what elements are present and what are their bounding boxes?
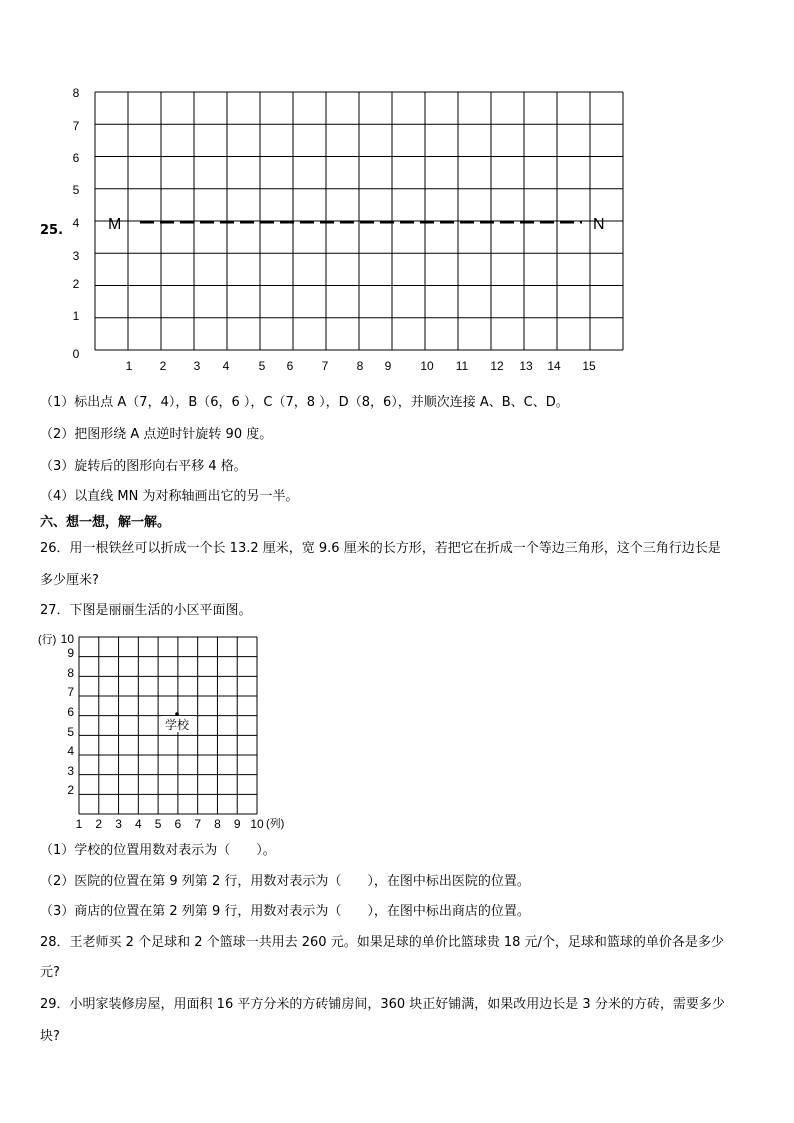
map-x-tick-label: 8 xyxy=(214,817,221,831)
x-tick-label: 11 xyxy=(455,359,469,373)
x-tick-label: 4 xyxy=(222,359,230,373)
point-m-label: M xyxy=(108,216,122,233)
y-tick-label: 0 xyxy=(72,347,80,361)
x-tick-label: 13 xyxy=(519,359,533,373)
y-tick-label: 2 xyxy=(72,277,80,291)
map-y-tick-label: 6 xyxy=(67,705,74,719)
q27-item-1: （1）学校的位置用数对表示为（ ）。 xyxy=(40,843,276,858)
x-tick-label: 2 xyxy=(159,359,167,373)
y-tick-label: 1 xyxy=(72,309,80,323)
map-x-tick-label: 4 xyxy=(134,817,142,831)
row-axis-label: (行) xyxy=(38,634,57,646)
map-y-tick-label: 4 xyxy=(67,744,74,758)
y-tick-label: 8 xyxy=(72,86,80,100)
x-tick-label: 12 xyxy=(490,359,504,373)
x-tick-label: 1 xyxy=(125,359,133,373)
q25-item-3: （3）旋转后的图形向右平移 4 格。 xyxy=(40,459,247,474)
x-tick-label: 5 xyxy=(258,359,266,373)
x-axis-labels xyxy=(126,359,596,373)
q28-line-1: 28．王老师买 2 个足球和 2 个篮球一共用去 260 元。如果足球的单价比篮球贵 18 元/个，足球和篮球的单价各是多少 xyxy=(40,935,724,950)
school-point xyxy=(175,712,179,716)
col-axis-label: (列) xyxy=(266,818,285,830)
section-heading: 六、想一想，解一解。 xyxy=(40,515,171,530)
map-y-tick-label: 8 xyxy=(67,666,74,680)
q27-item-2: （2）医院的位置在第 9 列第 2 行，用数对表示为（ ），在图中标出医院的位置。 xyxy=(40,874,530,889)
map-x-tick-label: 10 xyxy=(250,817,264,831)
q27-title: 27．下图是丽丽生活的小区平面图。 xyxy=(40,603,252,618)
x-tick-label: 15 xyxy=(582,359,596,373)
map-y-tick-label: 3 xyxy=(67,764,74,778)
map-x-tick-label: 9 xyxy=(233,817,241,831)
map-x-tick-label: 1 xyxy=(75,817,83,831)
q25-item-4: （4）以直线 MN 为对称轴画出它的另一半。 xyxy=(40,489,299,504)
map-x-tick-label: 7 xyxy=(194,817,202,831)
y-axis-labels xyxy=(73,86,80,361)
point-n-label: N xyxy=(593,216,605,233)
y-tick-label: 3 xyxy=(72,249,80,263)
map-y-tick-label: 5 xyxy=(67,725,74,739)
x-tick-label: 6 xyxy=(286,359,294,373)
y-tick-label: 7 xyxy=(72,119,80,133)
x-tick-label: 10 xyxy=(420,359,434,373)
q27-item-3: （3）商店的位置在第 2 列第 9 行，用数对表示为（ ），在图中标出商店的位置。 xyxy=(40,904,530,919)
x-tick-label: 7 xyxy=(321,359,329,373)
map-y-tick-label: 9 xyxy=(67,646,74,660)
q28-line-2: 元? xyxy=(40,965,60,980)
map-x-labels xyxy=(76,817,264,831)
q29-line-2: 块? xyxy=(40,1029,60,1044)
x-tick-label: 9 xyxy=(384,359,392,373)
map-x-tick-label: 5 xyxy=(154,817,162,831)
map-x-tick-label: 6 xyxy=(174,817,182,831)
map-y-tick-label: 7 xyxy=(67,685,74,699)
y-tick-label: 6 xyxy=(72,151,80,165)
map-x-tick-label: 3 xyxy=(115,817,122,831)
q25-item-1: （1）标出点 A（7，4），B（6，6 ），C（7，8 ），D（8，6），并顺次连接 A、B、C、D。 xyxy=(40,395,569,410)
map-x-tick-label: 2 xyxy=(95,817,103,831)
question-number-25: 25. xyxy=(40,223,64,238)
x-tick-label: 14 xyxy=(547,359,561,373)
y-tick-label: 4 xyxy=(72,216,80,230)
coordinate-grid-q25 xyxy=(0,0,794,380)
y-tick-label: 5 xyxy=(72,183,80,197)
map-y-tick-label: 2 xyxy=(67,783,74,797)
school-label: 学校 xyxy=(165,718,190,732)
neighborhood-map-grid xyxy=(0,620,300,840)
x-tick-label: 3 xyxy=(193,359,201,373)
q26-line-2: 多少厘米? xyxy=(40,573,99,588)
x-tick-label: 8 xyxy=(356,359,364,373)
q26-line-1: 26．用一根铁丝可以折成一个长 13.2 厘米，宽 9.6 厘米的长方形，若把它在折成一个等边三角形，这个三角行边长是 xyxy=(40,541,721,556)
q29-line-1: 29．小明家装修房屋，用面积 16 平方分米的方砖铺房间，360 块正好铺满，如果改用边长是 3 分米的方砖，需要多少 xyxy=(40,997,725,1012)
q25-item-2: （2）把图形绕 A 点逆时针旋转 90 度。 xyxy=(40,427,273,442)
map-y-tick-label: 10 xyxy=(60,632,74,646)
map-y-labels xyxy=(61,632,75,797)
